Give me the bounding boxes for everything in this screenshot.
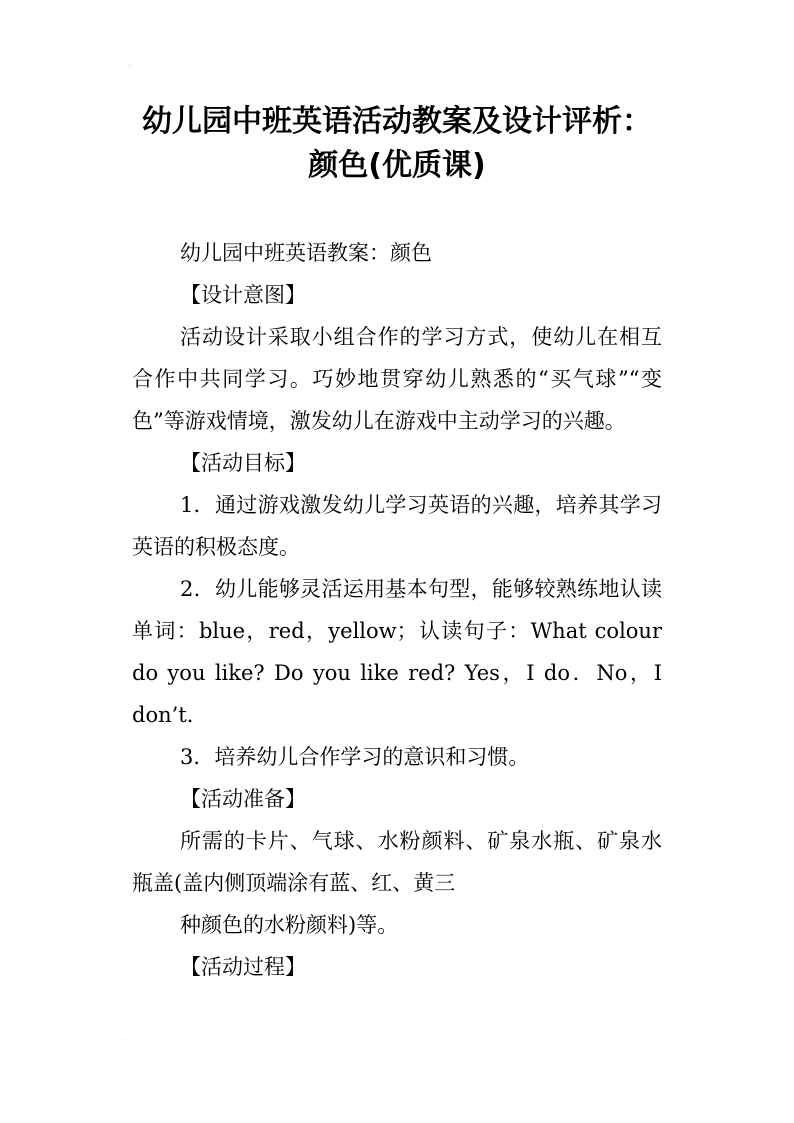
paragraph-design-intent: 活动设计采取小组合作的学习方式，使幼儿在相互合作中共同学习。巧妙地贯穿幼儿熟悉的“买气球”“变色”等游戏情境，激发幼儿在游戏中主动学习的兴趣。 — [132, 325, 662, 433]
corner-mark-bottom: · — [124, 1036, 127, 1046]
goal-item-1: 1．通过游戏激发幼儿学习英语的兴趣，培养其学习英语的积极态度。 — [132, 493, 662, 559]
section-heading-goals: 【活动目标】 — [180, 451, 306, 475]
section-heading-design-intent: 【设计意图】 — [180, 283, 306, 307]
goal-item-3: 3．培养幼儿合作学习的意识和习惯。 — [180, 745, 530, 769]
paragraph-preparation: 所需的卡片、气球、水粉颜料、矿泉水瓶、矿泉水瓶盖(盖内侧顶端涂有蓝、红、黄三 — [132, 829, 662, 895]
title-line-1: 幼儿园中班英语活动教案及设计评析： — [142, 104, 652, 139]
lesson-subtitle: 幼儿园中班英语教案：颜色 — [180, 241, 432, 265]
corner-mark-top: · — [128, 62, 131, 72]
document-body — [132, 232, 662, 988]
section-heading-process: 【活动过程】 — [180, 955, 306, 979]
document-title — [90, 100, 704, 188]
goal-item-2: 2．幼儿能够灵活运用基本句型，能够较熟练地认读单词：blue，red，yellow；认读句子：What colour do you like? Do you like red? Yes，I do．No，I don’t． — [132, 577, 662, 727]
paragraph-preparation-continued: 种颜色的水粉颜料)等。 — [180, 913, 399, 937]
title-line-2: 颜色(优质课) — [308, 148, 486, 183]
section-heading-preparation: 【活动准备】 — [180, 787, 306, 811]
